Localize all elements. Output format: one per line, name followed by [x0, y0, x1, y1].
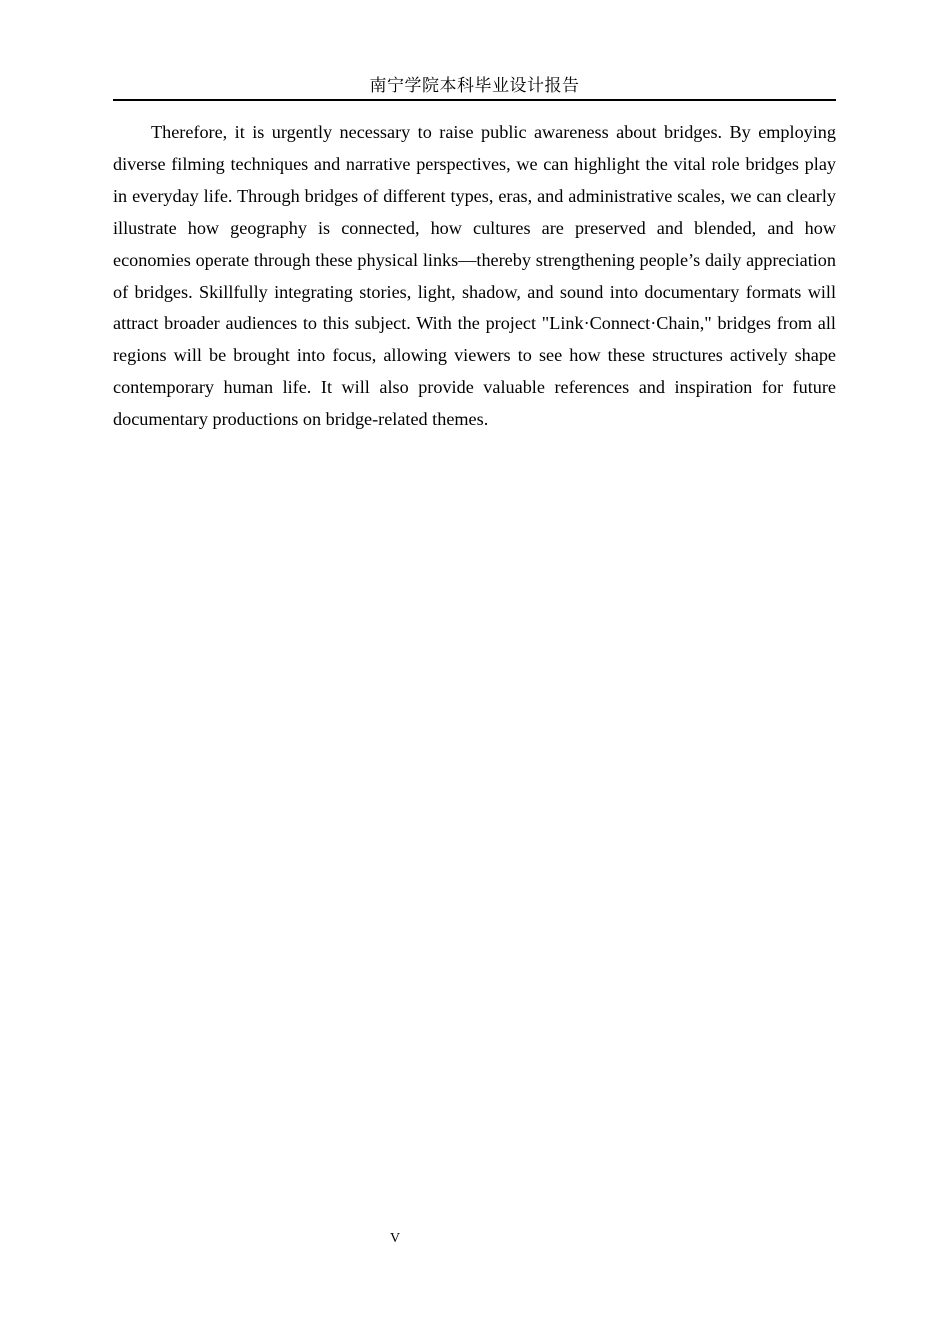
- page-number: V: [389, 1231, 401, 1246]
- header-rule: [113, 99, 836, 101]
- running-header: 南宁学院本科毕业设计报告: [369, 76, 580, 96]
- body-paragraph: Therefore, it is urgently necessary to raise public awareness about bridges. By employing diverse filming techniques and narrative perspectives, we can highlight the vital role bridges play in everyday life. Through bridges of different types, eras, and administrative scales, we can clearly illustrate how geography is connected, how cultures are preserved and blended, and how economies operate through these physical links—thereby strengthening people’s daily appreciation of bridges. Skillfully integrating stories, light, shadow, and sound into documentary formats will attract broader audiences to this subject. With the project "Link·Connect·Chain," bridges from all regions will be brought into focus, allowing viewers to see how these structures actively shape contemporary human life. It will also provide valuable references and inspiration for future documentary productions on bridge-related themes.: [113, 122, 836, 430]
